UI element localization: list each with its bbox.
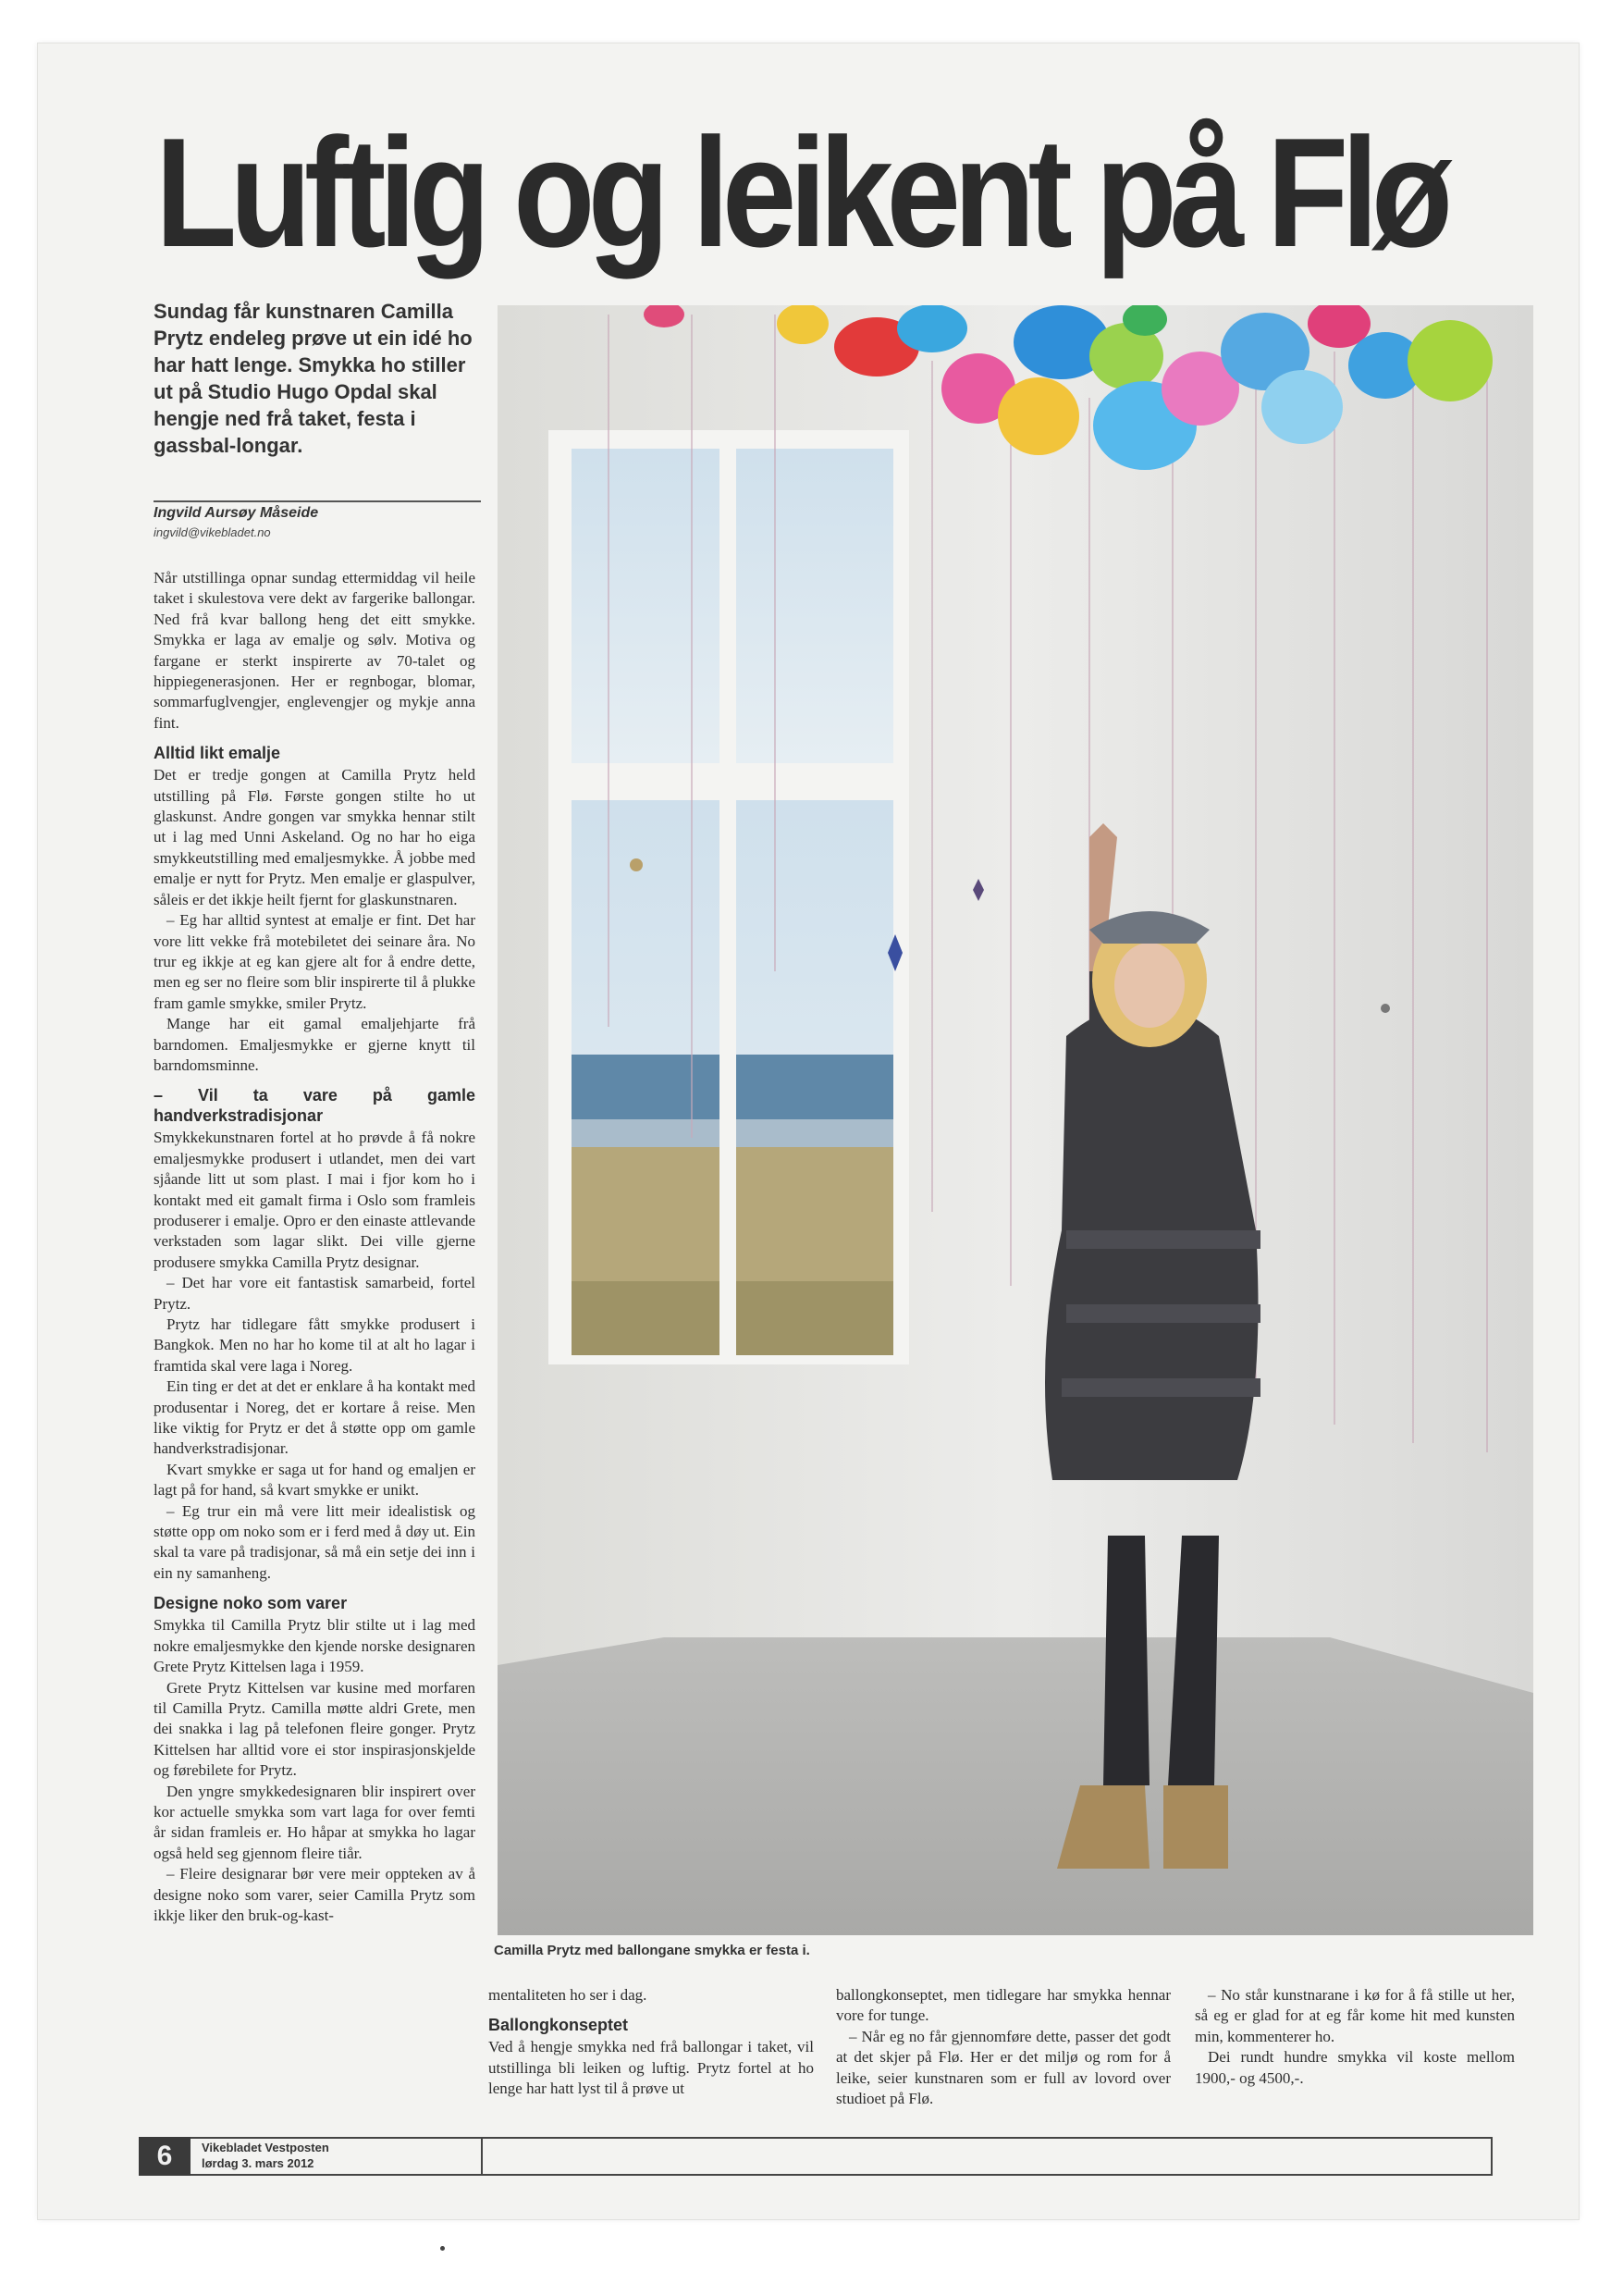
body-paragraph: Mange har eit gamal emaljehjarte frå barndomen. Emaljesmykke er gjerne knytt til barndomsminne. xyxy=(154,1015,475,1074)
subheading: Ballongkonseptet xyxy=(488,2016,629,2035)
byline-divider xyxy=(154,500,481,502)
body-paragraph: – Eg trur ein må vere litt meir idealistisk og støtte opp om noko som er i ferd med å døy ut. Ein skal ta vare på tradisjonar, så må ein setje dei inn i ein ny samanheng. xyxy=(154,1501,475,1582)
photo-caption: Camilla Prytz med ballongane smykka er festa i. xyxy=(494,1943,810,1958)
page-number: 6 xyxy=(139,2137,191,2176)
footer-divider xyxy=(481,2139,483,2174)
byline: Ingvild Aursøy Måseide xyxy=(154,505,319,521)
lead-paragraph: Sundag får kunstnaren Camilla Prytz endeleg prøve ut ein idé ho har hatt lenge. Smykka ho stiller ut på Studio Hugo Opdal skal hengje ned frå taket, festa i gassbal-longar. xyxy=(154,300,473,457)
body-paragraph: Smykka til Camilla Prytz blir stilte ut i lag med nokre emaljesmykke den kjende norske designaren Grete Prytz Kittelsen laga i 1959. xyxy=(154,1616,475,1676)
body-paragraph: – Når eg no får gjennomføre dette, passer det godt at det skjer på Flø. Her er det miljø og rom for å leike, seier kunstnaren som er full av lovord over studioet på Flø. xyxy=(836,2027,1171,2108)
article-column-3 xyxy=(836,1985,1171,2109)
subheading: Alltid likt emalje xyxy=(154,744,281,763)
body-paragraph: – Fleire designarar bør vere meir oppteken av å designe noko som varer, seier Camilla Prytz som ikkje liker den bruk-og-kast- xyxy=(154,1865,475,1924)
subheading: – Vil ta vare på gamle handverkstradisjonar xyxy=(154,1086,475,1126)
body-paragraph: Den yngre smykkedesignaren blir inspirert over kor actuelle smykka som vart laga for over femti år sidan framleis er. Ho håpar at smykka ho lagar også held seg gjennom fleire tiår. xyxy=(154,1782,475,1862)
body-paragraph: mentaliteten ho ser i dag. xyxy=(488,1986,647,2004)
body-paragraph: Ein ting er det at det er enklare å ha kontakt med produsentar i Noreg, det er kortare å reise. Men like viktig for Prytz er det å støtte opp om gamle handverkstradisjonar. xyxy=(154,1377,475,1458)
headline: Luftig og leikent på Flø xyxy=(155,105,1446,279)
author-email[interactable]: ingvild@vikebladet.no xyxy=(154,525,271,539)
body-paragraph: Kvart smykke er saga ut for hand og emaljen er lagt på for hand, så kvart smykke er unikt. xyxy=(154,1460,475,1500)
page-footer xyxy=(139,2137,1493,2176)
body-paragraph: – No står kunstnarane i kø for å få stille ut her, så eg er glad for at eg får kome hit med kunsten min, kommenterer ho. xyxy=(1195,1986,1515,2045)
article-column-4 xyxy=(1195,1985,1515,2089)
body-paragraph: ballongkonseptet, men tidlegare har smykka hennar vore for tunge. xyxy=(836,1986,1171,2025)
article-column-1 xyxy=(154,568,475,1926)
subheading: Designe noko som varer xyxy=(154,1594,348,1613)
body-paragraph: Grete Prytz Kittelsen var kusine med morfaren til Camilla Prytz. Camilla møtte aldri Grete, men dei snakka i lag på telefonen fleire gonger. Prytz Kittelsen har alltid vore ei stor inspirasjonskjelde og førebilete for Prytz. xyxy=(154,1678,475,1780)
body-paragraph: – Eg har alltid syntest at emalje er fint. Det har vore litt vekke frå motebiletet dei seinare åra. No trur eg ikkje at eg kan gjere alt for å endre dette, men eg ser no fleire som blir inspirerte til å plukke fram gamle smykke, smiler Prytz. xyxy=(154,911,475,1012)
body-paragraph: Smykkekunstnaren fortel at ho prøvde å få nokre emaljesmykke produsert i utlandet, men dei vart sjåande litt ut som plast. I mai i fjor kom ho i kontakt med eit gamalt firma i Oslo som framleis produserer i emalje. Opro er den einaste attlevande verkstaden som lagar slikt. Dei ville gjerne produsere smykka Camilla Prytz designar. xyxy=(154,1129,475,1271)
body-paragraph: Når utstillinga opnar sundag ettermiddag vil heile taket i skulestova vere dekt av fargerike ballongar. Ned frå kvar ballong heng det eitt smykke. Smykka er laga av emalje og sølv. Motiva og fargane er sterkt inspirerte av 70-talet og hippiegenerasjonen. Her er regnbogar, blomar, sommarfuglvengjer, englevengjer og mykje anna fint. xyxy=(154,569,475,732)
body-paragraph: Prytz har tidlegare fått smykke produsert i Bangkok. Men no har ho kome til at alt ho lagar i framtida skal vere laga i Noreg. xyxy=(154,1315,475,1375)
article-column-2 xyxy=(488,1985,814,2100)
issue-date: lørdag 3. mars 2012 xyxy=(202,2156,314,2170)
newspaper-name: Vikebladet Vestposten xyxy=(202,2141,329,2154)
body-paragraph: Dei rundt hundre smykka vil koste mellom 1900,- og 4500,-. xyxy=(1195,2048,1515,2087)
body-paragraph: Ved å hengje smykka ned frå ballongar i taket, vil utstillinga bli leiken og luftig. Prytz fortel at ho lenge har hatt lyst til å prøve ut xyxy=(488,2038,814,2098)
scan-speck xyxy=(440,2246,445,2251)
article-photo xyxy=(498,305,1533,1935)
body-paragraph: – Det har vore eit fantastisk samarbeid, fortel Prytz. xyxy=(154,1274,475,1313)
body-paragraph: Det er tredje gongen at Camilla Prytz held utstilling på Flø. Første gongen stilte ho ut glaskunst. Andre gongen var smykka hennar stilt ut i lag med Unni Askeland. Og no har ho eiga smykkeutstilling med emaljesmykke. Å jobbe med emalje er nytt for Prytz. Men emalje er glaspulver, såleis er det ikkje heilt fjernt for glaskunstnaren. xyxy=(154,766,475,908)
